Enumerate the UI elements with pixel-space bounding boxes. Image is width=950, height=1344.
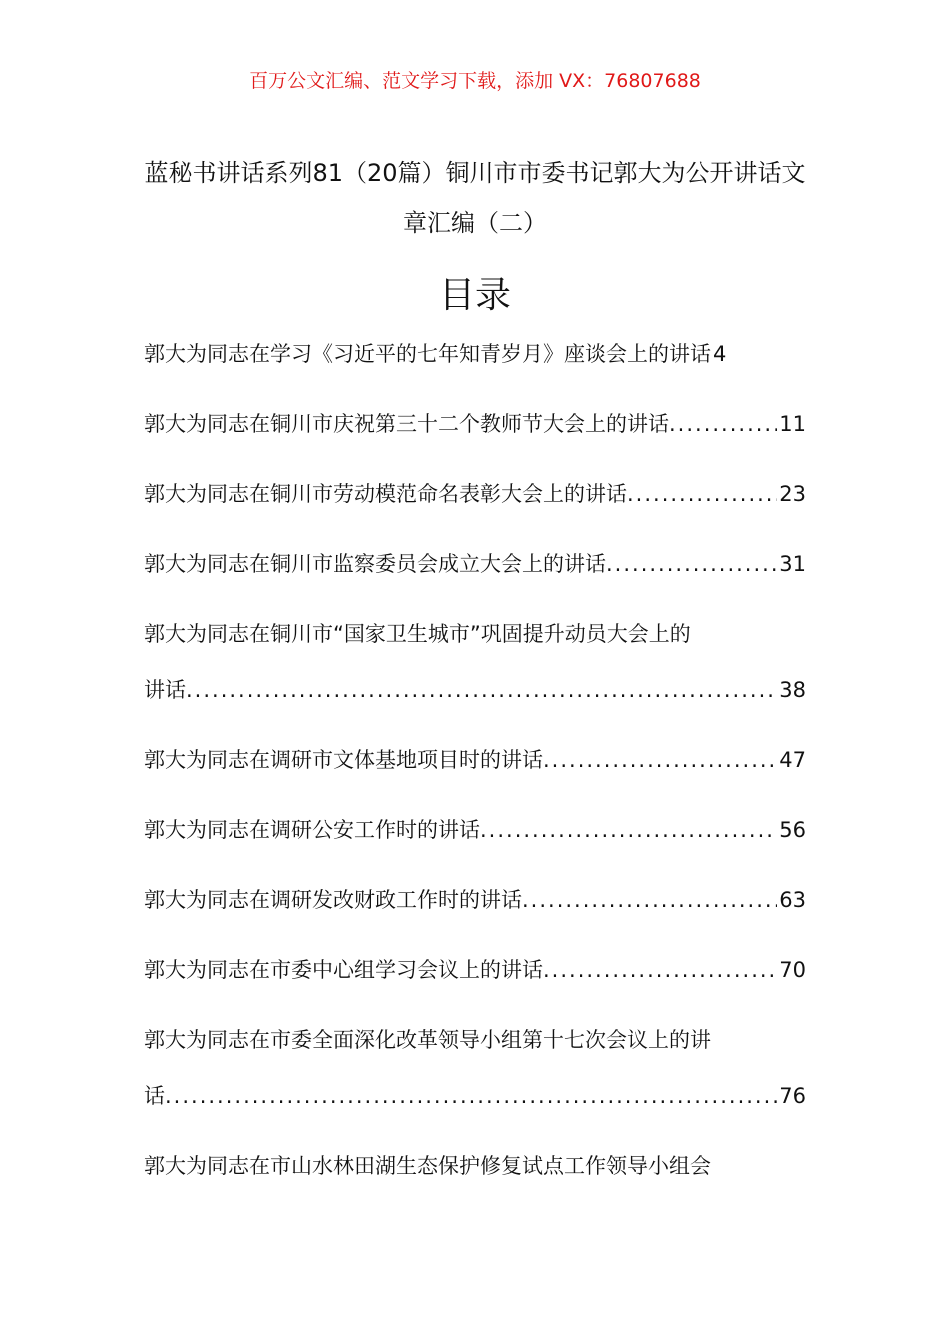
entry-title: 郭大为同志在市委全面深化改革领导小组第十七次会议上的讲 — [144, 1028, 711, 1052]
header-banner: 百万公文汇编、范文学习下载，添加 VX：76807688 — [249, 70, 701, 92]
entry-title: 郭大为同志在学习《习近平的七年知青岁月》座谈会上的讲话 — [144, 342, 711, 366]
toc-heading: 目录 — [438, 275, 511, 316]
entry-title: 郭大为同志在调研发改财政工作时的讲话 — [144, 888, 522, 912]
entry-title: 郭大为同志在铜川市“国家卫生城市”巩固提升动员大会上的 — [144, 622, 691, 646]
toc-entry[interactable] — [144, 1012, 806, 1124]
entry-page: 23 — [779, 482, 806, 506]
entry-title-cont: 讲话 — [144, 678, 186, 702]
toc-entry[interactable] — [144, 326, 806, 382]
entry-title: 郭大为同志在市委中心组学习会议上的讲话 — [144, 958, 543, 982]
entry-page: 70 — [779, 958, 806, 982]
entry-page: 4 — [713, 342, 727, 366]
toc-entry[interactable] — [144, 732, 806, 788]
toc-entry[interactable] — [144, 1138, 806, 1194]
leader-dots — [480, 802, 777, 858]
entry-title: 郭大为同志在铜川市庆祝第三十二个教师节大会上的讲话 — [144, 412, 669, 436]
entry-title: 郭大为同志在调研公安工作时的讲话 — [144, 818, 480, 842]
leader-dots — [543, 942, 777, 998]
toc-entry[interactable] — [144, 872, 806, 928]
leader-dots — [606, 536, 777, 592]
leader-dots — [627, 466, 777, 522]
table-of-contents — [144, 326, 806, 1208]
entry-page: 31 — [779, 552, 806, 576]
entry-page: 56 — [779, 818, 806, 842]
leader-dots — [186, 662, 777, 718]
entry-title: 郭大为同志在铜川市监察委员会成立大会上的讲话 — [144, 552, 606, 576]
leader-dots — [522, 872, 777, 928]
entry-page: 76 — [779, 1084, 806, 1108]
toc-entry[interactable] — [144, 802, 806, 858]
entry-page: 11 — [779, 412, 806, 436]
entry-page: 47 — [779, 748, 806, 772]
entry-title: 郭大为同志在市山水林田湖生态保护修复试点工作领导小组会 — [144, 1154, 711, 1178]
entry-title: 郭大为同志在调研市文体基地项目时的讲话 — [144, 748, 543, 772]
toc-entry[interactable] — [144, 536, 806, 592]
leader-dots — [669, 396, 777, 452]
toc-entry[interactable] — [144, 606, 806, 718]
entry-page: 63 — [779, 888, 806, 912]
entry-title: 郭大为同志在铜川市劳动模范命名表彰大会上的讲话 — [144, 482, 627, 506]
document-title: 蓝秘书讲话系列81（20篇）铜川市市委书记郭大为公开讲话文章汇编（二） — [144, 159, 806, 237]
toc-entry[interactable] — [144, 466, 806, 522]
toc-entry[interactable] — [144, 396, 806, 452]
leader-dots — [165, 1068, 777, 1124]
leader-dots — [543, 732, 777, 788]
toc-entry[interactable] — [144, 942, 806, 998]
entry-title-cont: 话 — [144, 1084, 165, 1108]
entry-page: 38 — [779, 678, 806, 702]
